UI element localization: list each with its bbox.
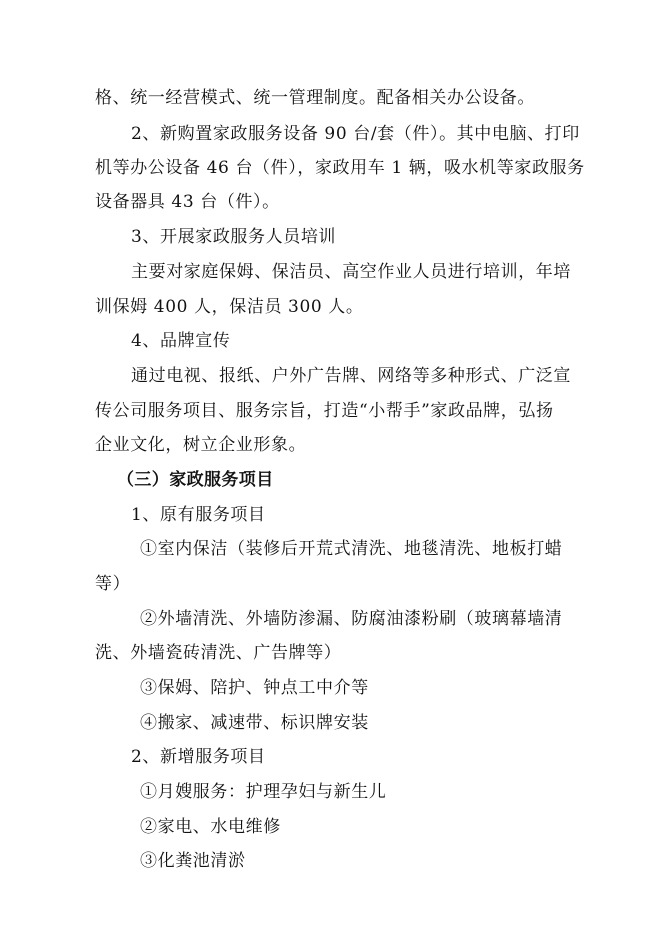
text-line: 1、原有服务项目	[131, 505, 266, 525]
text-line: 传公司服务项目、服务宗旨，打造“小帮手”家政品牌，弘扬	[95, 401, 554, 421]
text-line: 2、新购置家政服务设备 90 台/套（件）。其中电脑、打印	[131, 124, 580, 144]
text-line: ②外墙清洗、外墙防渗漏、防腐油漆粉刷（玻璃幕墙清	[140, 609, 563, 629]
text-line: 2、新增服务项目	[131, 747, 266, 767]
text-line: ②家电、水电维修	[140, 817, 281, 837]
section-heading: （三）家政服务项目	[117, 470, 274, 490]
text-line: 企业文化，树立企业形象。	[95, 435, 307, 455]
text-line: 洗、外墙瓷砖清洗、广告牌等）	[95, 643, 342, 663]
text-line: ④搬家、减速带、标识牌安装	[140, 713, 369, 733]
text-line: 等）	[95, 574, 131, 594]
text-line: ③保姆、陪护、钟点工中介等	[140, 678, 369, 698]
text-line: ①室内保洁（装修后开荒式清洗、地毯清洗、地板打蜡	[140, 539, 563, 559]
text-line: 设备器具 43 台（件）。	[95, 192, 280, 212]
text-line: ③化粪池清淤	[140, 851, 246, 871]
text-line: 通过电视、报纸、户外广告牌、网络等多种形式、广泛宣	[131, 366, 571, 386]
text-line: 3、开展家政服务人员培训	[131, 227, 337, 247]
text-line: 主要对家庭保姆、保洁员、高空作业人员进行培训，年培	[131, 262, 571, 282]
text-line: 机等办公设备 46 台（件），家政用车 1 辆，吸水机等家政服务	[95, 158, 585, 178]
text-line: ①月嫂服务：护理孕妇与新生儿	[140, 782, 387, 802]
text-line: 训保姆 400 人，保洁员 300 人。	[95, 297, 364, 317]
text-line: 4、品牌宣传	[131, 331, 231, 351]
text-line: 格、统一经营模式、统一管理制度。配备相关办公设备。	[95, 88, 535, 108]
